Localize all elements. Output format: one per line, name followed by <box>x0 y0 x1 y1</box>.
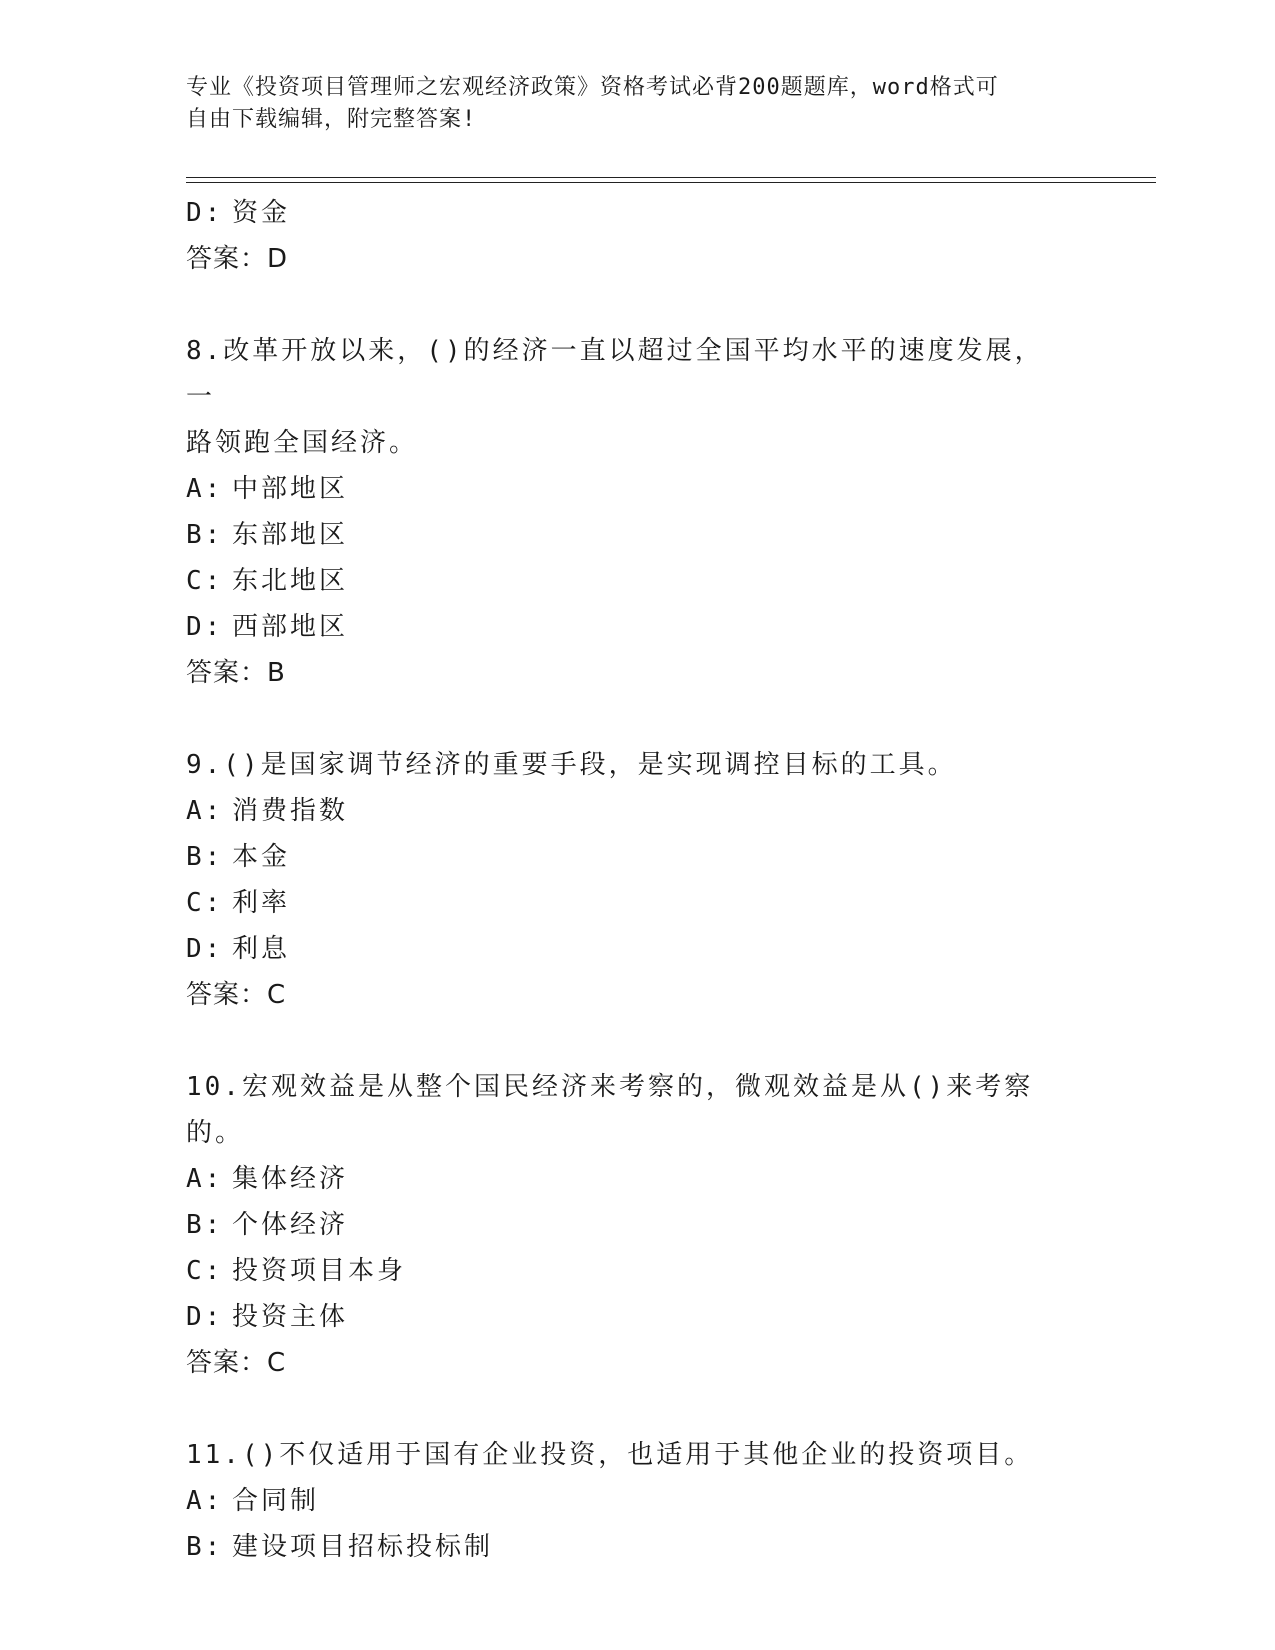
header-line-1: 专业《投资项目管理师之宏观经济政策》资格考试必背200题题库，word格式可 <box>186 75 999 100</box>
option-text: 中部地区 <box>232 474 349 504</box>
option-row <box>186 1524 1086 1570</box>
option-letter: C: <box>186 888 224 918</box>
option-text: 集体经济 <box>232 1164 349 1194</box>
option-row <box>186 834 1086 880</box>
answer-line: 答案：B <box>186 658 286 688</box>
option-row <box>186 558 1086 604</box>
option-letter: C: <box>186 566 224 596</box>
option-row <box>186 604 1086 650</box>
option-row <box>186 1202 1086 1248</box>
option-text: 投资主体 <box>232 1302 349 1332</box>
option-row <box>186 1156 1086 1202</box>
option-letter: D: <box>186 198 224 228</box>
question-text-line: 8.改革开放以来，()的经济一直以超过全国平均水平的速度发展，一 <box>186 336 1044 412</box>
option-row <box>186 1294 1086 1340</box>
option-text: 资金 <box>232 198 291 228</box>
option-text: 东部地区 <box>232 520 349 550</box>
option-row <box>186 1248 1086 1294</box>
option-row <box>186 466 1086 512</box>
option-text: 合同制 <box>232 1486 320 1516</box>
question-10 <box>186 1064 1066 1156</box>
option-text: 东北地区 <box>232 566 349 596</box>
option-text: 利率 <box>232 888 291 918</box>
question-text-line: 9.()是国家调节经济的重要手段，是实现调控目标的工具。 <box>186 750 957 780</box>
option-letter: B: <box>186 520 224 550</box>
option-row <box>186 880 1086 926</box>
answer-line: 答案：C <box>186 980 287 1010</box>
option-letter: D: <box>186 612 224 642</box>
option-text: 建设项目招标投标制 <box>232 1532 494 1562</box>
option-row <box>186 512 1086 558</box>
option-text: 西部地区 <box>232 612 349 642</box>
question-text-line: 11.()不仅适用于国有企业投资，也适用于其他企业的投资项目。 <box>186 1440 1034 1470</box>
option-row <box>186 788 1086 834</box>
option-letter: B: <box>186 1210 224 1240</box>
option-row <box>186 926 1086 972</box>
option-row <box>186 1478 1086 1524</box>
header-line-2: 自由下载编辑，附完整答案! <box>186 107 477 132</box>
option-letter: A: <box>186 474 224 504</box>
question-text-line: 10.宏观效益是从整个国民经济来考察的，微观效益是从()来考察的。 <box>186 1072 1034 1148</box>
answer-line: 答案：D <box>186 244 289 274</box>
option-letter: B: <box>186 1532 224 1562</box>
header-divider-bottom <box>186 182 1156 183</box>
option-text: 个体经济 <box>232 1210 349 1240</box>
question-11 <box>186 1432 1066 1478</box>
option-letter: A: <box>186 1164 224 1194</box>
answer-line: 答案：C <box>186 1348 287 1378</box>
option-text: 投资项目本身 <box>232 1256 407 1286</box>
header-divider-top <box>186 177 1156 178</box>
document-header <box>186 72 1066 136</box>
option-letter: D: <box>186 934 224 964</box>
option-letter: C: <box>186 1256 224 1286</box>
option-letter: A: <box>186 1486 224 1516</box>
question-9 <box>186 742 1066 788</box>
option-text: 利息 <box>232 934 291 964</box>
question-text-line: 路领跑全国经济。 <box>186 428 419 458</box>
option-text: 本金 <box>232 842 291 872</box>
question-8 <box>186 328 1066 466</box>
option-letter: A: <box>186 796 224 826</box>
question-content <box>186 190 1086 1570</box>
option-letter: D: <box>186 1302 224 1332</box>
option-text: 消费指数 <box>232 796 349 826</box>
option-row <box>186 190 1086 236</box>
option-letter: B: <box>186 842 224 872</box>
